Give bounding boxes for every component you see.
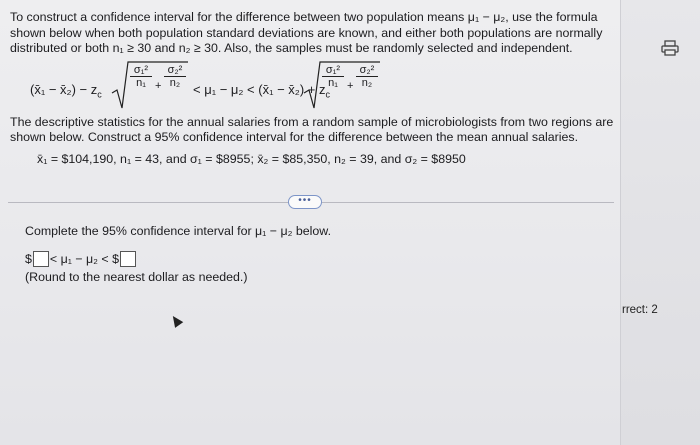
lower-bound-input[interactable]: [33, 251, 49, 267]
left-sigma1-fraction: $\frac{\text{σ₁²}}{\text{n₁}}$: [130, 64, 152, 89]
right-plus: +: [347, 80, 354, 92]
answer-middle-text: < μ₁ − μ₂ < $: [49, 252, 119, 266]
problem-description: The descriptive statistics for the annual salaries from a random sample of microbiologists from two regions are shown below. Construct a 95% confidence interval for the difference between the mean annual salaries.: [10, 115, 614, 144]
given-statistics: x̄₁ = $104,190, n₁ = 43, and σ₁ = $8955; x̄₂ = $85,350, n₂ = 39, and σ₂ = $8950: [37, 152, 466, 166]
print-icon[interactable]: [660, 40, 680, 56]
problem-intro: To construct a confidence interval for the difference between two population means μ₁ − μ₂, use the formula shown below when both population standard deviations are known, and either both populations are normally distributed or both n₁ ≥ 30 and n₂ ≥ 30. Also, the samples must be randomly selected and independent.: [10, 10, 603, 55]
answer-row: [25, 251, 137, 267]
dollar-sign: $: [25, 252, 32, 266]
right-sigma2-fraction: $\frac{\text{σ₂²}}{\text{n₂}}$: [356, 64, 378, 89]
right-sigma1-fraction: $\frac{\text{σ₁²}}{\text{n₁}}$: [322, 64, 344, 89]
expand-button[interactable]: •••: [288, 195, 322, 209]
upper-bound-input[interactable]: [120, 251, 136, 267]
formula-left-term: (x̄₁ − x̄₂) − $z_c$: [30, 82, 102, 100]
left-plus: +: [155, 80, 162, 92]
correct-count-label: rrect: 2: [622, 304, 658, 316]
confidence-interval-formula: [30, 60, 590, 112]
mouse-cursor-icon: [169, 313, 184, 328]
formula-middle: < μ₁ − μ₂ < (x̄₁ − x̄₂) + $z_c$: [193, 82, 330, 100]
left-sigma2-fraction: $\frac{\text{σ₂²}}{\text{n₂}}$: [164, 64, 186, 89]
rounding-note: (Round to the nearest dollar as needed.): [25, 270, 248, 284]
side-panel: [620, 0, 700, 445]
question-prompt: Complete the 95% confidence interval for μ₁ − μ₂ below.: [25, 224, 332, 238]
